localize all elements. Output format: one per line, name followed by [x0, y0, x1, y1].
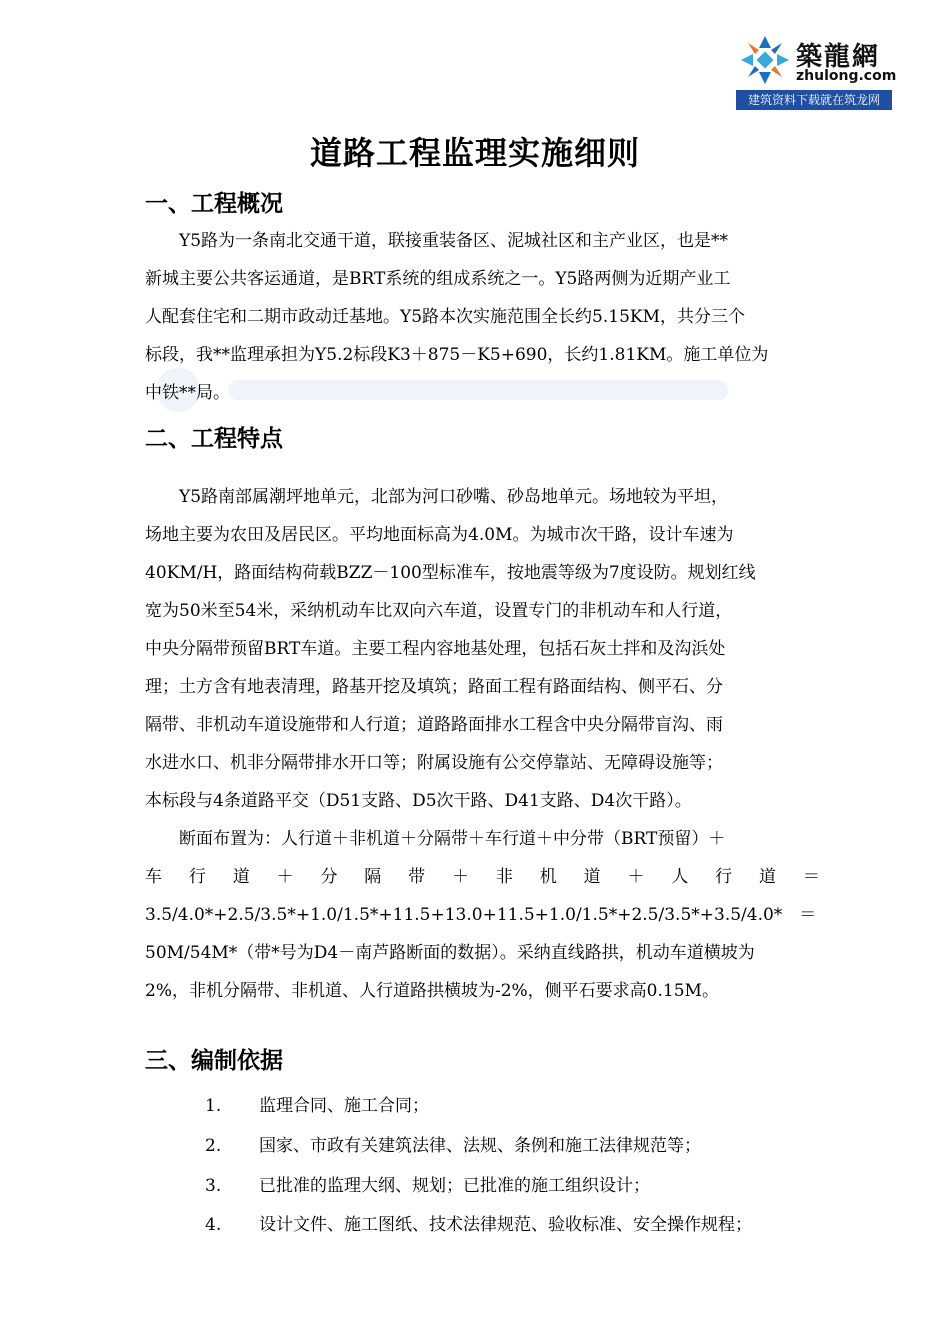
features-line: 隔带、非机动车道设施带和人行道；道路路面排水工程含中央分隔带盲沟、雨	[145, 715, 723, 735]
spaced-char: 分	[320, 867, 338, 887]
list-number: 2.	[205, 1136, 222, 1156]
overview-line: 中铁**局。	[145, 383, 230, 403]
spaced-char: 非	[495, 867, 513, 887]
layout-line: 断面布置为：人行道＋非机道＋分隔带＋车行道＋中分带（BRT预留）＋	[179, 829, 726, 849]
overview-line: 人配套住宅和二期市政动迁基地。Y5路本次实施范围全长约5.15KM，共分三个	[145, 307, 745, 327]
spaced-char: ＋	[276, 867, 294, 887]
overview-line: Y5路为一条南北交通干道，联接重装备区、泥城社区和主产业区，也是**	[179, 231, 729, 251]
list-number: 3.	[205, 1176, 222, 1196]
overview-line: 新城主要公共客运通道，是BRT系统的组成系统之一。Y5路两侧为近期产业工	[145, 269, 731, 289]
list-number: 4.	[205, 1215, 222, 1235]
spaced-char: 带	[408, 867, 426, 887]
spaced-char: ＝	[802, 867, 820, 887]
layout-spaced-line	[145, 858, 820, 896]
spaced-char: 隔	[364, 867, 382, 887]
list-text: 国家、市政有关建筑法律、法规、条例和施工法律规范等；	[259, 1136, 701, 1156]
spaced-char: 机	[539, 867, 557, 887]
spaced-char: 行	[715, 867, 733, 887]
zhulong-logo	[736, 30, 897, 110]
basis-list-item	[205, 1087, 429, 1125]
features-line: 理；土方含有地表清理，路基开挖及填筑；路面工程有路面结构、侧平石、分	[145, 677, 723, 697]
list-text: 监理合同、施工合同；	[259, 1096, 429, 1116]
basis-list-item	[205, 1167, 650, 1205]
spaced-char: 车	[145, 867, 162, 887]
logo-name-cn: 築龍網	[796, 42, 881, 72]
spaced-char: 道	[759, 867, 777, 887]
features-line: 宽为50米至54米，采纳机动车比双向六车道，设置专门的非机动车和人行道，	[145, 601, 733, 621]
section-heading-features: 二、工程特点	[145, 425, 283, 452]
layout-line: 3.5/4.0*+2.5/3.5*+1.0/1.5*+11.5+13.0+11.5+1.0/1.5*+2.5/3.5*+3.5/4.0* ＝	[145, 905, 817, 925]
section-heading-overview: 一、工程概况	[145, 190, 283, 217]
features-line: Y5路南部属潮坪地单元，北部为河口砂嘴、砂岛地单元。场地较为平坦，	[179, 487, 729, 507]
features-line: 场地主要为农田及居民区。平均地面标高为4.0M。为城市次干路，设计车速为	[145, 525, 734, 545]
snowflake-logo-icon	[738, 34, 792, 86]
features-line: 本标段与4条道路平交（D51支路、D5次干路、D41支路、D4次干路）。	[145, 791, 692, 811]
features-line: 水进水口、机非分隔带排水开口等；附属设施有公交停靠站、无障碍设施等；	[145, 753, 723, 773]
section-features-body	[145, 478, 820, 1010]
list-text: 设计文件、施工图纸、技术法律规范、验收标准、安全操作规程；	[259, 1215, 752, 1235]
features-line: 40KM/H，路面结构荷载BZZ－100型标准车，按地震等级为7度设防。规划红线	[145, 563, 756, 583]
basis-list-item	[205, 1127, 701, 1165]
section-overview-body	[145, 222, 820, 412]
spaced-char: 道	[583, 867, 601, 887]
spaced-char: 人	[671, 867, 689, 887]
layout-line: 50M/54M*（带*号为D4－南芦路断面的数据）。采纳直线路拱，机动车道横坡为	[145, 943, 755, 963]
logo-name-en: zhulong.com	[796, 68, 897, 84]
spaced-char: ＋	[627, 867, 645, 887]
layout-line: 2%，非机分隔带、非机道、人行道路拱横坡为-2%，侧平石要求高0.15M。	[145, 981, 719, 1001]
document-title: 道路工程监理实施细则	[309, 134, 640, 172]
logo-slogan: 建筑资料下载就在筑龙网	[736, 90, 892, 110]
features-line: 中央分隔带预留BRT车道。主要工程内容地基处理，包括石灰土拌和及沟浜处	[145, 639, 726, 659]
list-text: 已批准的监理大纲、规划；已批准的施工组织设计；	[259, 1176, 650, 1196]
spaced-char: 道	[232, 867, 250, 887]
spaced-char: 行	[188, 867, 206, 887]
section-heading-basis: 三、编制依据	[145, 1047, 283, 1074]
logo-header	[736, 30, 897, 88]
spaced-char: ＋	[452, 867, 470, 887]
list-number: 1.	[205, 1096, 222, 1116]
overview-line: 标段，我**监理承担为Y5.2标段K3＋875－K5+690，长约1.81KM。施工单位为	[145, 345, 769, 365]
basis-list-item	[205, 1206, 752, 1244]
